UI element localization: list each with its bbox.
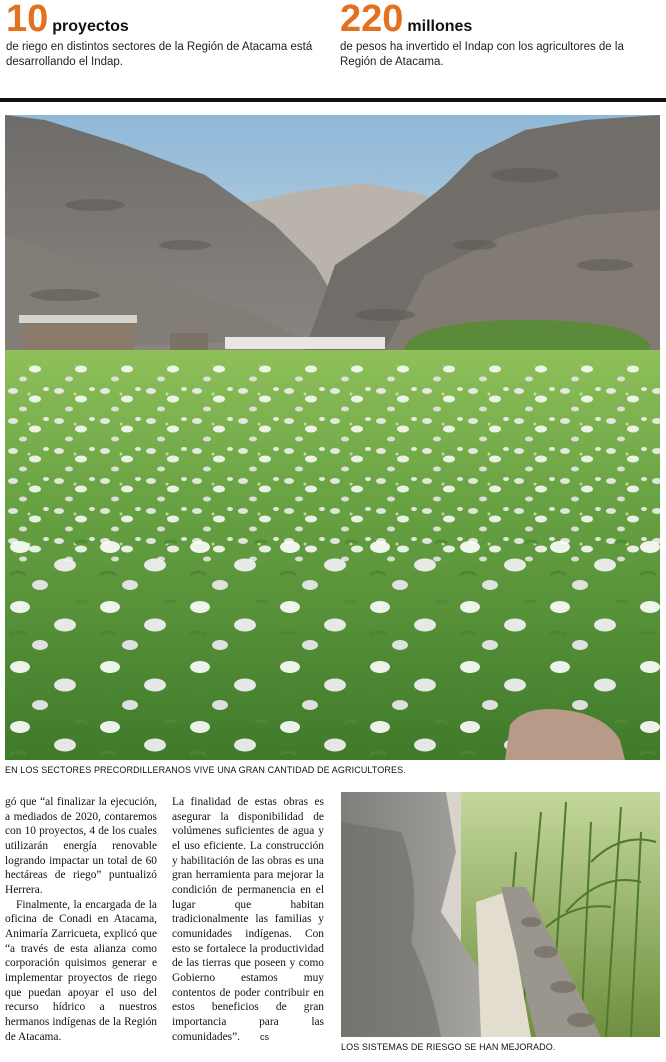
article-column-1 (5, 795, 157, 1044)
section-divider (0, 98, 666, 102)
article-paragraph-text: La finalidad de estas obras es asegurar la disponibilidad de volúmenes suficientes de agua y el uso eficiente. La construcción y habilitación de las obras es una gran herramienta para mejorar la condición de permanencia en el lugar que habitan tradicionalmente las familias y comunidades indígenas. Con esto se fortalece la productividad de las tierras que poseen y como Gobierno estamos muy contentos de poder contribuir en estos beneficios de gran importancia para las comunidades”. (172, 796, 324, 1043)
main-photo-caption: EN LOS SECTORES PRECORDILLERANOS VIVE UNA GRAN CANTIDAD DE AGRICULTORES. (5, 765, 406, 775)
stat-number: 10 (6, 0, 49, 40)
stat-projects (6, 0, 326, 70)
stat-number: 220 (340, 0, 404, 40)
main-photo (5, 115, 660, 760)
stat-unit: millones (407, 18, 473, 35)
article-paragraph: gó que “al finalizar la ejecución, a mediados de 2020, contaremos con 10 proyectos, 4 de los cuales utilizarán energía renovable logrando impactar un total de 60 hectáreas de riego” puntualizó Herrera. (5, 796, 157, 896)
field-landscape-image (5, 115, 660, 760)
stat-description: de riego en distintos sectores de la Región de Atacama está desarrollando el Indap. (6, 41, 313, 68)
stat-unit: proyectos (52, 18, 129, 35)
stat-investment (340, 0, 660, 70)
end-mark: cs (260, 1031, 270, 1042)
irrigation-canal-image (341, 792, 660, 1037)
stat-description: de pesos ha invertido el Indap con los agricultores de la Región de Atacama. (340, 41, 624, 68)
side-photo (341, 792, 660, 1037)
article-column-2 (172, 795, 324, 1044)
article-paragraph (172, 795, 324, 1044)
article-paragraph: Finalmente, la encargada de la oficina de Conadi en Atacama, Animaría Zarricueta, explicó que “a través de esta alianza como corporación quisimos generar e implementar proyectos de riego que puedan apoyar el uso del recurso hídrico a nuestros hermanos indígenas de la Región de Atacama. (5, 898, 157, 1043)
side-photo-caption: LOS SISTEMAS DE RIESGO SE HAN MEJORADO. (341, 1042, 556, 1052)
